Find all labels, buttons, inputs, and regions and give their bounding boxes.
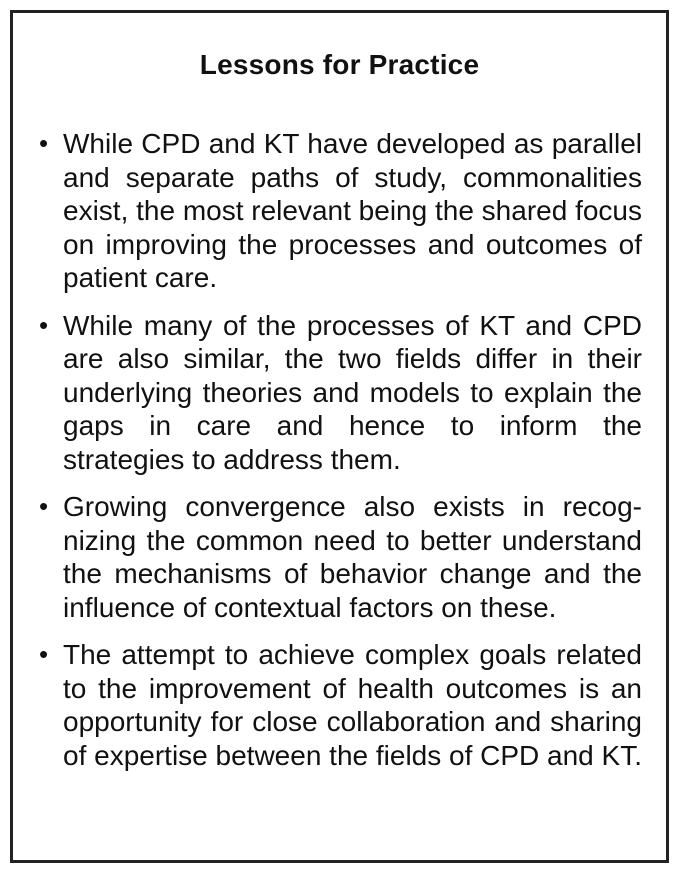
- list-item: [39, 638, 642, 772]
- bullet-icon: •: [39, 309, 49, 340]
- list-item: [39, 309, 642, 477]
- bullet-icon: •: [39, 491, 49, 521]
- box-title: Lessons for Practice: [199, 49, 480, 80]
- bullet-icon: •: [39, 639, 49, 669]
- list-item-text: While many of the processes of KT and CPD are also similar, the two fields differ in their underlying theories and models to explain the gaps in care and hence to inform the strategies to address them.: [63, 309, 642, 475]
- list-item: [39, 127, 642, 295]
- bullet-icon: •: [39, 128, 49, 158]
- list-item-text: The attempt to achieve complex goals related to the improvement of health outcomes is an opportunity for close collaboration and sharing of expertise between the fields of CPD and KT.: [63, 639, 642, 771]
- list-item-text: While CPD and KT have developed as parallel and separate paths of study, commonalities exist, the most relevant being the shared focus on improving the processes and outcomes of patient care.: [63, 128, 642, 293]
- list-item-text: Growing convergence also exists in recognizing the common need to better understand the mechanisms of behavior change and the influence of contextual factors on these.: [63, 491, 642, 623]
- lessons-list: [39, 127, 642, 786]
- list-item: [39, 490, 642, 624]
- lessons-box: [10, 10, 669, 863]
